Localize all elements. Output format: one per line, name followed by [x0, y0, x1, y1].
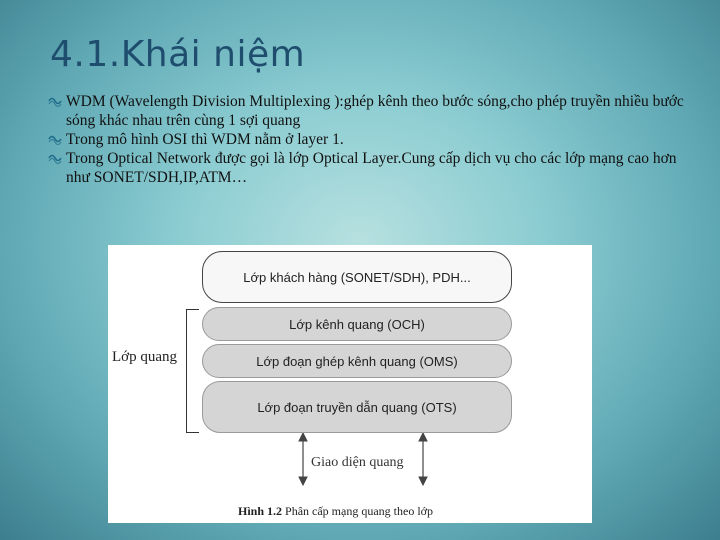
- bullet-icon: [48, 133, 62, 145]
- bullet-text: WDM (Wavelength Division Multiplexing ):ghép kênh theo bước sóng,cho phép truyền nhiều bước sóng khác nhau trên cùng 1 sợi quang: [66, 93, 684, 129]
- bullet-text: Trong Optical Network được gọi là lớp Optical Layer.Cung cấp dịch vụ cho các lớp mạng cao hơn như SONET/SDH,IP,ATM…: [66, 150, 677, 186]
- ots-layer-box: Lớp đoạn truyền dẫn quang (OTS): [202, 381, 512, 433]
- client-layer-box: Lớp khách hàng (SONET/SDH), PDH...: [202, 251, 512, 303]
- bullet-text: Trong mô hình OSI thì WDM nằm ở layer 1.: [66, 131, 344, 148]
- bullet-item: [46, 130, 696, 149]
- bullet-item: [46, 92, 696, 130]
- figure-caption: [238, 504, 433, 519]
- och-layer-box: Lớp kênh quang (OCH): [202, 307, 512, 341]
- optical-interface-label: Giao diện quang: [311, 455, 404, 470]
- bullet-item: [46, 149, 696, 187]
- bullet-icon: [48, 152, 62, 164]
- optical-layer-bracket: [186, 309, 199, 433]
- layer-diagram: [108, 245, 592, 523]
- right-arrow: [419, 433, 427, 485]
- slide-title: 4.1.Khái niệm: [50, 34, 306, 75]
- caption-text: Phân cấp mạng quang theo lớp: [282, 504, 433, 518]
- oms-layer-box: Lớp đoạn ghép kênh quang (OMS): [202, 344, 512, 378]
- bullet-icon: [48, 95, 62, 107]
- bullet-list: [46, 92, 696, 187]
- caption-number: Hình 1.2: [238, 504, 283, 518]
- optical-layer-label: Lớp quang: [112, 349, 178, 365]
- left-arrow: [299, 433, 307, 485]
